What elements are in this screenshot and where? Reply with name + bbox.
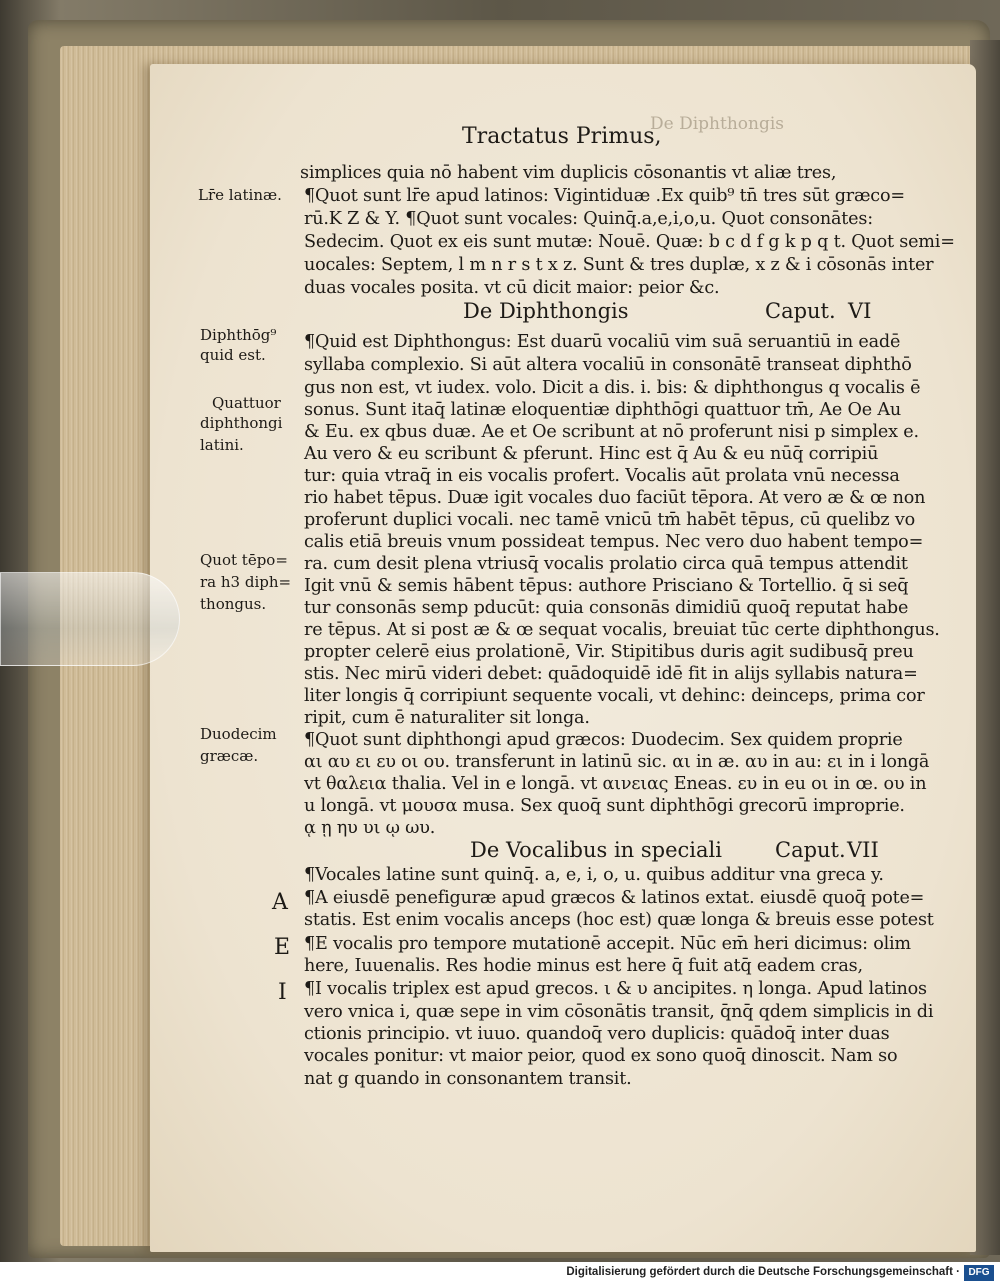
text-line: stis. Nec mirū videri debet: quādoquidē idē fit in alijs syllabis natura= [304, 664, 918, 684]
margin-note: Diphthōg⁹ [200, 326, 277, 344]
margin-note: Quattuor [212, 394, 281, 412]
bleed-through-text: De Diphthongis [650, 114, 784, 134]
margin-note: quid est. [200, 346, 266, 364]
dfg-logo: DFG [964, 1265, 994, 1281]
text-line: re tēpus. At si post æ & œ sequat vocalis, breuiat tūc certe diphthongus. [304, 620, 940, 640]
text-line: gus non est, vt iudex. volo. Dicit a dis. i. bis: & diphthongus q vocalis ē [304, 378, 921, 398]
text-line: ¶Quot sunt lr̄e apud latinos: Vigintiduæ .Ex quib⁹ tn̄ tres sūt græco= [304, 186, 905, 206]
text-line: tur consonās semp pducūt: quia consonās dimidiū quoq̄ reputat habe [304, 598, 909, 618]
margin-note: diphthongi [200, 414, 283, 432]
text-line: statis. Est enim vocalis anceps (hoc est) quæ longa & breuis esse potest [304, 910, 934, 930]
text-line: proferunt duplici vocali. nec tamē vnicū tm̄ habēt tēpus, cū quelibz vo [304, 510, 916, 530]
text-line: tur: quia vtraq̄ in eis vocalis profert. Vocalis aūt prolata vnū necessa [304, 466, 900, 486]
text-line: ¶A eiusdē penefiguræ apud græcos & latinos extat. eiusdē quoq̄ pote= [304, 888, 925, 908]
text-line: duas vocales posita. vt cū dicit maior: peior &c. [304, 278, 720, 298]
glass-page-weight [0, 572, 180, 666]
text-line: nat g quando in consonantem transit. [304, 1069, 632, 1089]
text-line: ¶E vocalis pro tempore mutationē accepit. Nūc em̄ heri dicimus: olim [304, 934, 911, 954]
margin-note: Quot tēpo= [200, 551, 288, 569]
chapter-number: VI [848, 299, 872, 323]
text-line: vocales ponitur: vt maior peior, quod ex sono quoq̄ dinoscit. Nam so [304, 1046, 898, 1066]
text-line: u longā. vt μουσα musa. Sex quoq̄ sunt diphthōgi grecorū improprie. [304, 796, 905, 816]
margin-letter: A [272, 890, 288, 915]
text-line: uocales: Septem, l m n r s t x z. Sunt & tres duplæ, x z & i cōsonās inter [304, 255, 934, 275]
margin-note: latini. [200, 436, 244, 454]
funding-notice: Digitalisierung gefördert durch die Deutsche Forschungsgemeinschaft · [566, 1266, 960, 1278]
text-line: Sedecim. Quot ex eis sunt mutæ: Nouē. Quæ: b c d f g k p q t. Quot semi= [304, 232, 955, 252]
text-line: Au vero & eu scribunt & pferunt. Hinc est q̄ Au & eu nūq̄ corripiū [304, 444, 879, 464]
margin-note: græcæ. [200, 747, 259, 765]
text-line: ripit, cum ē naturaliter sit longa. [304, 708, 590, 728]
margin-note: thongus. [200, 595, 267, 613]
text-line: ¶Quot sunt diphthongi apud græcos: Duodecim. Sex quidem proprie [304, 730, 903, 750]
text-line: propter celerē eius prolationē, Vir. Stipitibus duris agit sudibusq̄ preu [304, 642, 914, 662]
text-line: ctionis principio. vt iuuo. quandoq̄ vero duplicis: quādoq̄ inter duas [304, 1024, 890, 1044]
footer-bar [0, 1262, 1000, 1285]
chapter-caput: Caput. [775, 838, 846, 862]
text-line: rū.K Z & Y. ¶Quot sunt vocales: Quinq̄.a,e,i,o,u. Quot consonātes: [304, 209, 873, 229]
text-line: ra. cum desit plena vtriusq̄ vocalis prolatio circa quā tempus attendit [304, 554, 908, 574]
margin-letter: I [278, 980, 287, 1005]
text-line: αι αυ ει ευ οι ου. transferunt in latinū sic. αι in æ. αυ in au: ει in i longā [304, 752, 930, 772]
text-line: vt θαλεια thalia. Vel in e longā. vt αινειας Eneas. ευ in eu οι in œ. ου in [304, 774, 927, 794]
text-line: sonus. Sunt itaq̄ latinæ eloquentiæ diphthōgi quattuor tm̄, Ae Oe Au [304, 400, 902, 420]
text-line: simplices quia nō habent vim duplicis cōsonantis vt aliæ tres, [300, 163, 837, 183]
chapter-caput: Caput. [765, 299, 836, 323]
margin-note: Lr̄e latinæ. [198, 186, 282, 204]
text-line: vero vnica i, quæ sepe in vim cōsonātis transit, q̄nq̄ qdem simplicis in di [304, 1002, 934, 1022]
text-line: liter longis q̄ corripiunt sequente vocali, vt dehinc: deinceps, prima cor [304, 686, 925, 706]
chapter-title: De Vocalibus in speciali [470, 838, 722, 862]
margin-note: ra h3 diph= [200, 573, 292, 591]
margin-note: Duodecim [200, 725, 277, 743]
chapter-number: VII [847, 838, 879, 862]
text-line: calis etiā breuis vnum possideat tempus. Nec vero duo habent tempo= [304, 532, 924, 552]
text-line: syllaba complexio. Si aūt altera vocaliū in consonātē transeat diphthō [304, 355, 912, 375]
text-line: rio habet tēpus. Duæ igit vocales duo faciūt tēpora. At vero æ & œ non [304, 488, 926, 508]
running-header: Tractatus Primus, [462, 124, 662, 149]
text-line: ᾳ ῃ ηυ υι ῳ ωυ. [304, 818, 436, 838]
text-line: Igit vnū & semis hābent tēpus: authore Prisciano & Tortellio. q̄ si seq̄ [304, 576, 909, 596]
margin-letter: E [274, 935, 291, 960]
chapter-title: De Diphthongis [463, 299, 629, 323]
text-line: ¶I vocalis triplex est apud grecos. ι & υ ancipites. η longa. Apud latinos [304, 979, 927, 999]
text-line: & Eu. ex qbus duæ. Ae et Oe scribunt at nō proferunt nisi p simplex e. [304, 422, 919, 442]
text-line: ¶Quid est Diphthongus: Est duarū vocaliū vim suā seruantiū in eadē [304, 332, 901, 352]
text-line: here, Iuuenalis. Res hodie minus est here q̄ fuit atq̄ eadem cras, [304, 956, 863, 976]
text-line: ¶Vocales latine sunt quinq̄. a, e, i, o, u. quibus additur vna greca y. [304, 865, 884, 885]
